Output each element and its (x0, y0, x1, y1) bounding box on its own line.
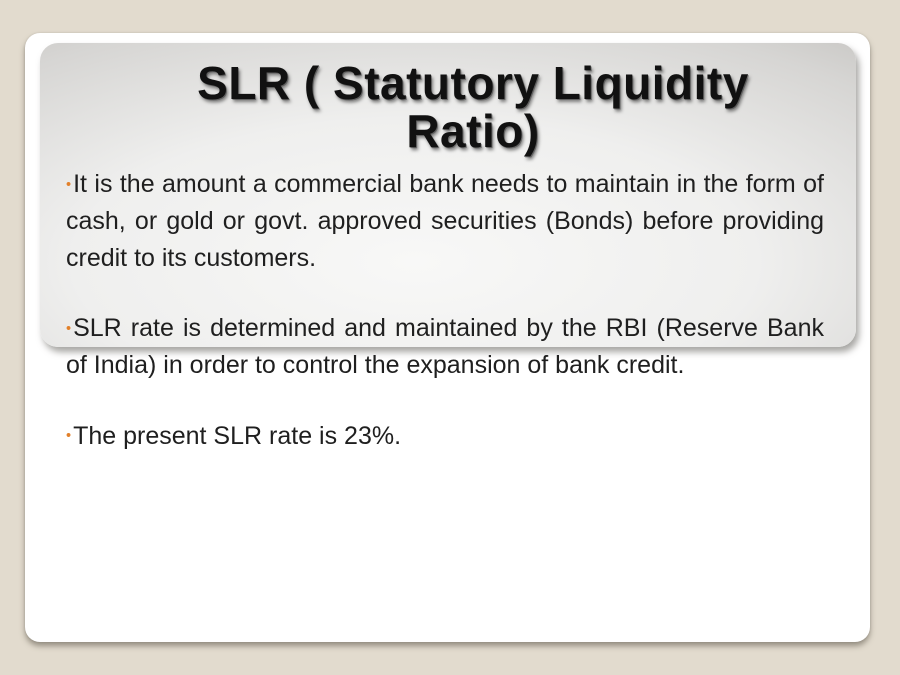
bullet-text: It is the amount a commercial bank needs to maintain in the form of cash, or gold or govt. approved securities (Bonds) before providing credit to its customers. (66, 170, 824, 272)
bullet-paragraph (66, 166, 824, 276)
bullet-text: SLR rate is determined and maintained by the RBI (Reserve Bank of India) in order to control the expansion of bank credit. (66, 314, 824, 380)
bullet-dot-icon: • (66, 320, 72, 337)
bullet-dot-icon: • (66, 176, 72, 193)
slide-title (65, 59, 881, 155)
slide-body (66, 166, 824, 489)
bullet-dot-icon: • (66, 428, 72, 445)
bullet-paragraph (66, 310, 824, 384)
bullet-text: The present SLR rate is 23%. (73, 421, 402, 450)
slide-title-line-1: SLR ( Statutory Liquidity (197, 57, 749, 109)
bullet-paragraph (66, 418, 824, 455)
slide-title-line-2: Ratio) (406, 105, 540, 157)
